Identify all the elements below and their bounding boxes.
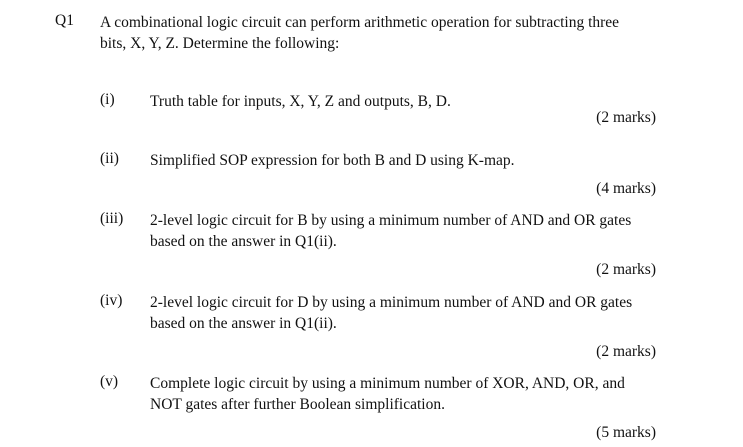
part-iii-text-line-2: based on the answer in Q1(ii). — [150, 233, 337, 250]
part-v-label: (v) — [100, 373, 119, 390]
part-ii-marks: (4 marks) — [596, 180, 656, 197]
question-stem-line-2: bits, X, Y, Z. Determine the following: — [100, 35, 340, 52]
question-number: Q1 — [55, 12, 74, 29]
part-v-text-line-1: Complete logic circuit by using a minimum number of XOR, AND, OR, and — [150, 375, 625, 392]
part-iv-text — [150, 292, 632, 334]
part-v-text — [150, 373, 625, 415]
part-iii-label: (iii) — [100, 210, 124, 227]
part-v-marks: (5 marks) — [596, 424, 656, 441]
part-i-text: Truth table for inputs, X, Y, Z and outputs, B, D. — [150, 93, 451, 110]
part-iv-marks: (2 marks) — [596, 343, 656, 360]
part-i-label: (i) — [100, 91, 115, 108]
part-iii-marks: (2 marks) — [596, 261, 656, 278]
question-stem — [100, 12, 619, 54]
part-ii-label: (ii) — [100, 150, 119, 167]
part-iii-text — [150, 210, 631, 252]
part-iii-text-line-1: 2-level logic circuit for B by using a minimum number of AND and OR gates — [150, 212, 632, 229]
part-iv-text-line-1: 2-level logic circuit for D by using a minimum number of AND and OR gates — [150, 294, 633, 311]
part-v-text-line-2: NOT gates after further Boolean simplification. — [150, 396, 445, 413]
part-iv-label: (iv) — [100, 292, 123, 309]
question-stem-line-1: A combinational logic circuit can perform arithmetic operation for subtracting three — [100, 14, 620, 31]
part-iv-text-line-2: based on the answer in Q1(ii). — [150, 315, 337, 332]
part-ii-text: Simplified SOP expression for both B and D using K-map. — [150, 152, 515, 169]
part-i-marks: (2 marks) — [596, 109, 656, 126]
